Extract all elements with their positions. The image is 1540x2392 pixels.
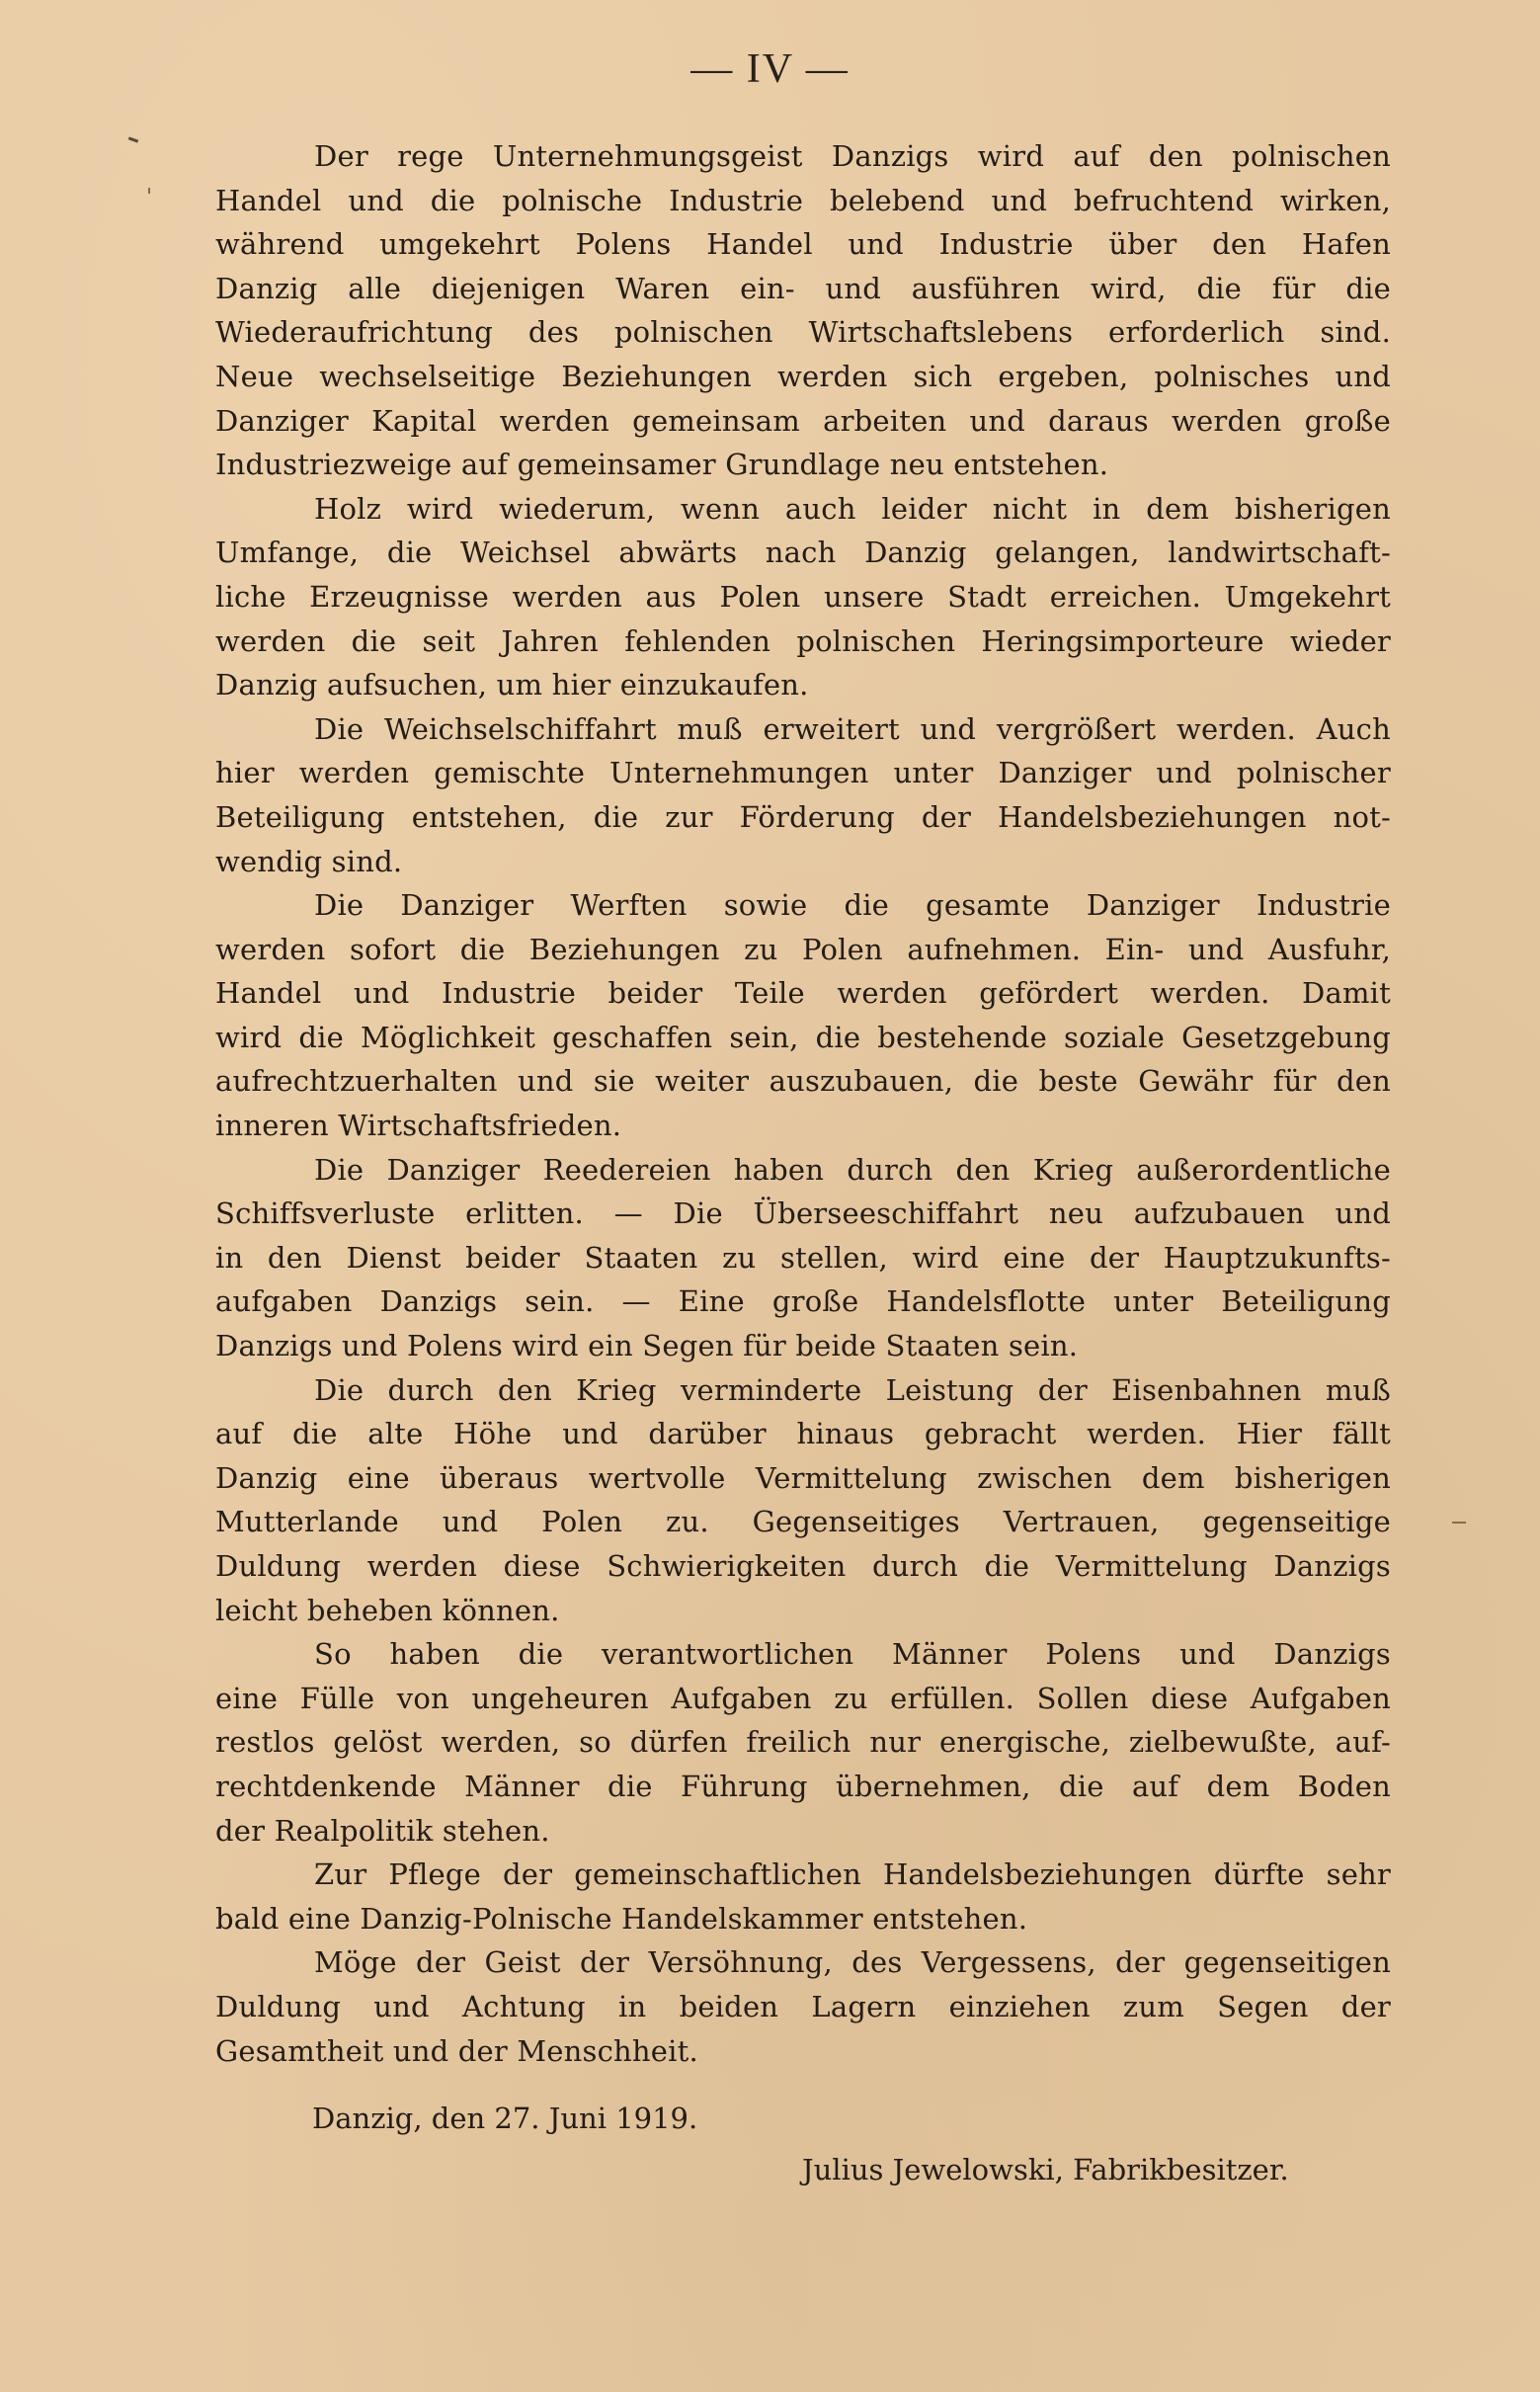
text-line: Wiederaufrichtung des polnischen Wirtschaftslebens erforderlich sind. <box>215 315 1391 350</box>
text-line: liche Erzeugnisse werden aus Polen unsere Stadt erreichen. Umgekehrt <box>215 579 1391 614</box>
text-line: Danzig eine überaus wertvolle Vermittelung zwischen dem bisherigen <box>215 1460 1391 1495</box>
text-line: Danzigs und Polens wird ein Segen für beide Staaten sein. <box>215 1329 1079 1363</box>
text-line: Der rege Unternehmungsgeist Danzigs wird auf den polnischen <box>314 139 1391 173</box>
text-line: Holz wird wiederum, wenn auch leider nicht in dem bisherigen <box>314 491 1391 526</box>
text-line: Industriezweige auf gemeinsamer Grundlage neu entstehen. <box>215 448 1109 482</box>
paragraph <box>215 487 1391 707</box>
text-line: wird die Möglichkeit geschaffen sein, die bestehende soziale Gesetzgebung <box>215 1020 1391 1054</box>
text-line: rechtdenkende Männer die Führung übernehmen, die auf dem Boden <box>215 1769 1391 1803</box>
dateline: Danzig, den 27. Juni 1919. <box>312 2102 698 2135</box>
ink-speck <box>128 136 138 142</box>
text-line: leicht beheben können. <box>215 1593 560 1627</box>
text-line: hier werden gemischte Unternehmungen unter Danziger und polnischer <box>215 756 1391 790</box>
page-number: — IV — <box>690 46 850 92</box>
text-line: Gesamtheit und der Menschheit. <box>215 2033 698 2068</box>
text-line: Danzig alle diejenigen Waren ein- und ausführen wird, die für die <box>215 271 1391 305</box>
text-line: Zur Pflege der gemeinschaftlichen Handelsbeziehungen dürfte sehr <box>314 1857 1391 1892</box>
text-line: bald eine Danzig-Polnische Handelskammer entstehen. <box>215 1901 1028 1936</box>
text-line: werden sofort die Beziehungen zu Polen aufnehmen. Ein- und Ausfuhr, <box>215 932 1391 966</box>
text-line: in den Dienst beider Staaten zu stellen, wird eine der Hauptzukunfts- <box>215 1240 1391 1275</box>
text-line: Duldung und Achtung in beiden Lagern einziehen zum Segen der <box>215 1989 1391 2023</box>
text-line: wendig sind. <box>215 844 403 878</box>
paragraph <box>215 707 1391 883</box>
text-line: Die Danziger Reedereien haben durch den Krieg außerordentliche <box>314 1152 1391 1187</box>
text-line: Neue wechselseitige Beziehungen werden sich ergeben, polnisches und <box>215 359 1391 393</box>
text-line: Danzig aufsuchen, um hier einzukaufen. <box>215 668 809 702</box>
text-line: aufrechtzuerhalten und sie weiter auszubauen, die beste Gewähr für den <box>215 1064 1391 1099</box>
text-line: Umfange, die Weichsel abwärts nach Danzig gelangen, landwirtschaft- <box>215 536 1391 570</box>
text-line: Danziger Kapital werden gemeinsam arbeiten und daraus werden große <box>215 403 1391 438</box>
paragraph <box>215 134 1391 487</box>
text-line: Schiffsverluste erlitten. — Die Überseeschiffahrt neu aufzubauen und <box>215 1196 1391 1231</box>
body-text <box>215 134 1391 2073</box>
text-line: auf die alte Höhe und darüber hinaus gebracht werden. Hier fällt <box>215 1417 1391 1451</box>
paragraph <box>215 1368 1391 1633</box>
text-line: Die durch den Krieg verminderte Leistung der Eisenbahnen muß <box>314 1372 1391 1407</box>
paragraph <box>215 1853 1391 1940</box>
paragraph <box>215 1632 1391 1853</box>
text-line: Handel und Industrie beider Teile werden gefördert werden. Damit <box>215 976 1391 1011</box>
text-line: Möge der Geist der Versöhnung, des Vergessens, der gegenseitigen <box>314 1945 1391 1980</box>
text-line: werden die seit Jahren fehlenden polnischen Heringsimporteure wieder <box>215 623 1391 658</box>
text-line: Beteiligung entstehen, die zur Förderung der Handelsbeziehungen not- <box>215 799 1391 834</box>
paragraph <box>215 883 1391 1148</box>
text-line: aufgaben Danzigs sein. — Eine große Handelsflotte unter Beteiligung <box>215 1284 1391 1319</box>
text-line: restlos gelöst werden, so dürfen freilich nur energische, zielbewußte, auf- <box>215 1725 1391 1760</box>
text-line: Mutterlande und Polen zu. Gegenseitiges Vertrauen, gegenseitige <box>215 1505 1391 1539</box>
text-line: Die Weichselschiffahrt muß erweitert und vergrößert werden. Auch <box>314 711 1391 746</box>
text-line: So haben die verantwortlichen Männer Polens und Danzigs <box>314 1637 1391 1672</box>
text-line: Handel und die polnische Industrie belebend und befruchtend wirken, <box>215 183 1391 217</box>
ink-speck <box>148 188 150 194</box>
text-line: Duldung werden diese Schwierigkeiten durch die Vermittelung Danzigs <box>215 1549 1391 1583</box>
text-line: der Realpolitik stehen. <box>215 1813 550 1848</box>
paragraph <box>215 1148 1391 1368</box>
paragraph <box>215 1940 1391 2073</box>
text-line: inneren Wirtschaftsfrieden. <box>215 1109 622 1143</box>
text-line: Die Danziger Werften sowie die gesamte Danziger Industrie <box>314 888 1391 923</box>
text-line: eine Fülle von ungeheuren Aufgaben zu erfüllen. Sollen diese Aufgaben <box>215 1681 1391 1715</box>
signature: Julius Jewelowski, Fabrikbesitzer. <box>802 2153 1289 2186</box>
margin-stain <box>1452 1522 1466 1524</box>
text-line: während umgekehrt Polens Handel und Industrie über den Hafen <box>215 227 1391 262</box>
